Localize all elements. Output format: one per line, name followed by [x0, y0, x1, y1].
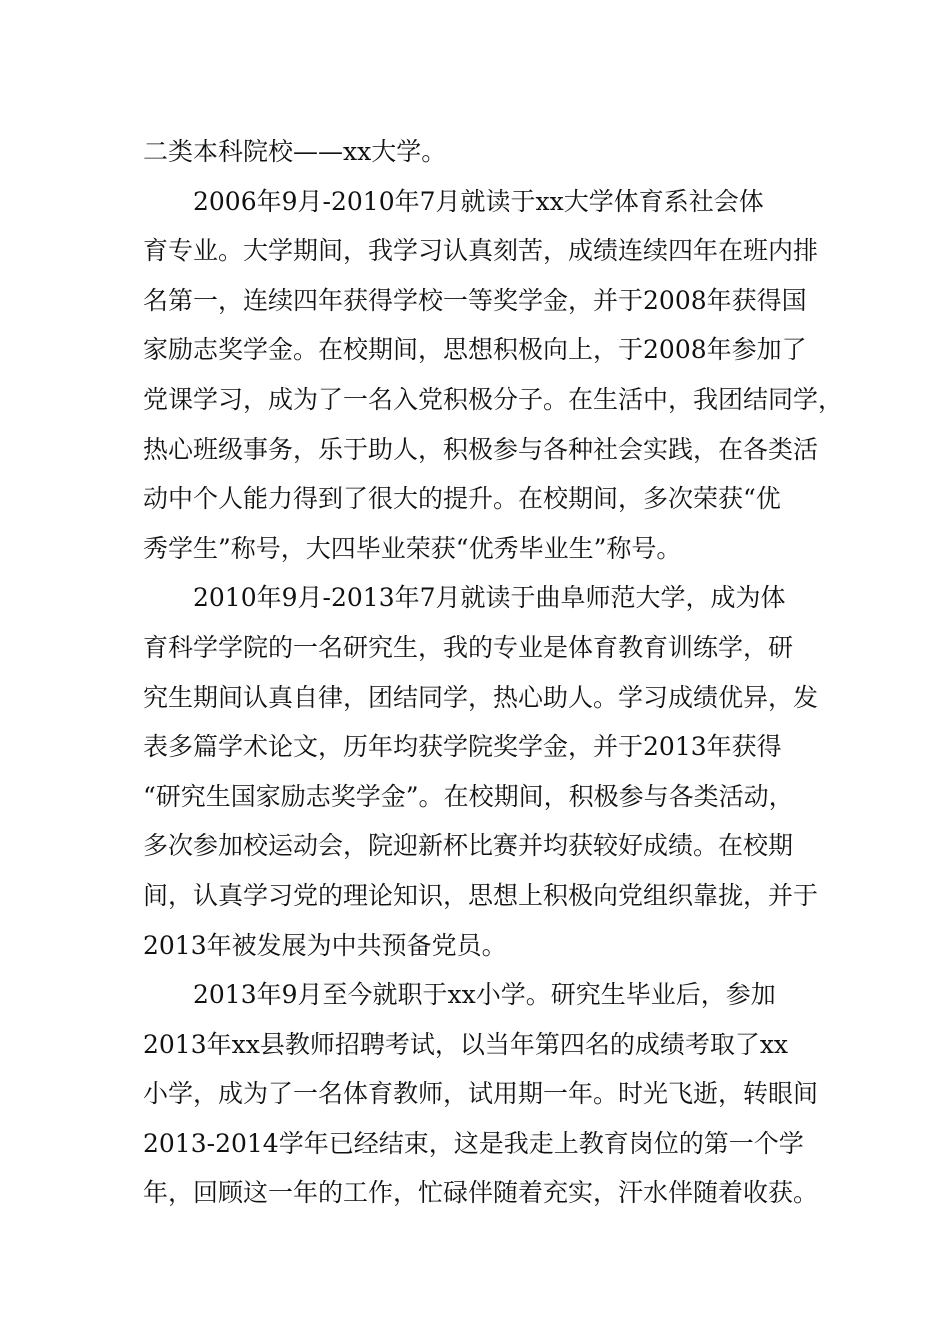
text-line: 育专业。大学期间，我学习认真刻苦，成绩连续四年在班内排 — [143, 236, 819, 266]
text-line: 动中个人能力得到了很大的提升。在校期间，多次荣获“优 — [143, 484, 781, 514]
text-line: 育科学学院的一名研究生，我的专业是体育教育训练学，研 — [143, 632, 794, 662]
paragraph-first-line: 2013年9月至今就职于xx小学。研究生毕业后，参加 — [193, 980, 776, 1010]
text-line: 家励志奖学金。在校期间，思想积极向上，于2008年参加了 — [143, 335, 807, 365]
text-line: 党课学习，成为了一名入党积极分子。在生活中，我团结同学， — [143, 384, 844, 414]
text-line: 多次参加校运动会，院迎新杯比赛并均获较好成绩。在校期 — [143, 831, 794, 861]
paragraph-first-line: 2010年9月-2013年7月就读于曲阜师范大学，成为体 — [193, 583, 786, 613]
text-line: “研究生国家励志奖学金”。在校期间，积极参与各类活动， — [143, 781, 794, 811]
text-line: 秀学生”称号，大四毕业荣获“优秀毕业生”称号。 — [143, 533, 682, 563]
text-line: 究生期间认真自律，团结同学，热心助人。学习成绩优异，发 — [143, 682, 819, 712]
text-line: 表多篇学术论文，历年均获学院奖学金，并于2013年获得 — [143, 732, 782, 762]
text-line: 年，回顾这一年的工作，忙碌伴随着充实，汗水伴随着收获。 — [143, 1178, 819, 1208]
body-text — [143, 127, 844, 1218]
text-line: 小学，成为了一名体育教师，试用期一年。时光飞逝，转眼间 — [143, 1079, 819, 1109]
text-line: 2013-2014学年已经结束，这是我走上教育岗位的第一个学 — [143, 1128, 804, 1158]
text-line: 间，认真学习党的理论知识，思想上积极向党组织靠拢，并于 — [143, 880, 819, 910]
text-line: 2013年xx县教师招聘考试，以当年第四名的成绩考取了xx — [143, 1029, 789, 1059]
text-line: 热心班级事务，乐于助人，积极参与各种社会实践，在各类活 — [143, 434, 819, 464]
paragraph-first-line: 2006年9月-2010年7月就读于xx大学体育系社会体 — [193, 186, 764, 216]
text-line: 二类本科院校——xx大学。 — [143, 137, 447, 166]
text-line: 2013年被发展为中共预备党员。 — [143, 930, 507, 960]
text-line: 名第一，连续四年获得学校一等奖学金，并于2008年获得国 — [143, 285, 807, 315]
